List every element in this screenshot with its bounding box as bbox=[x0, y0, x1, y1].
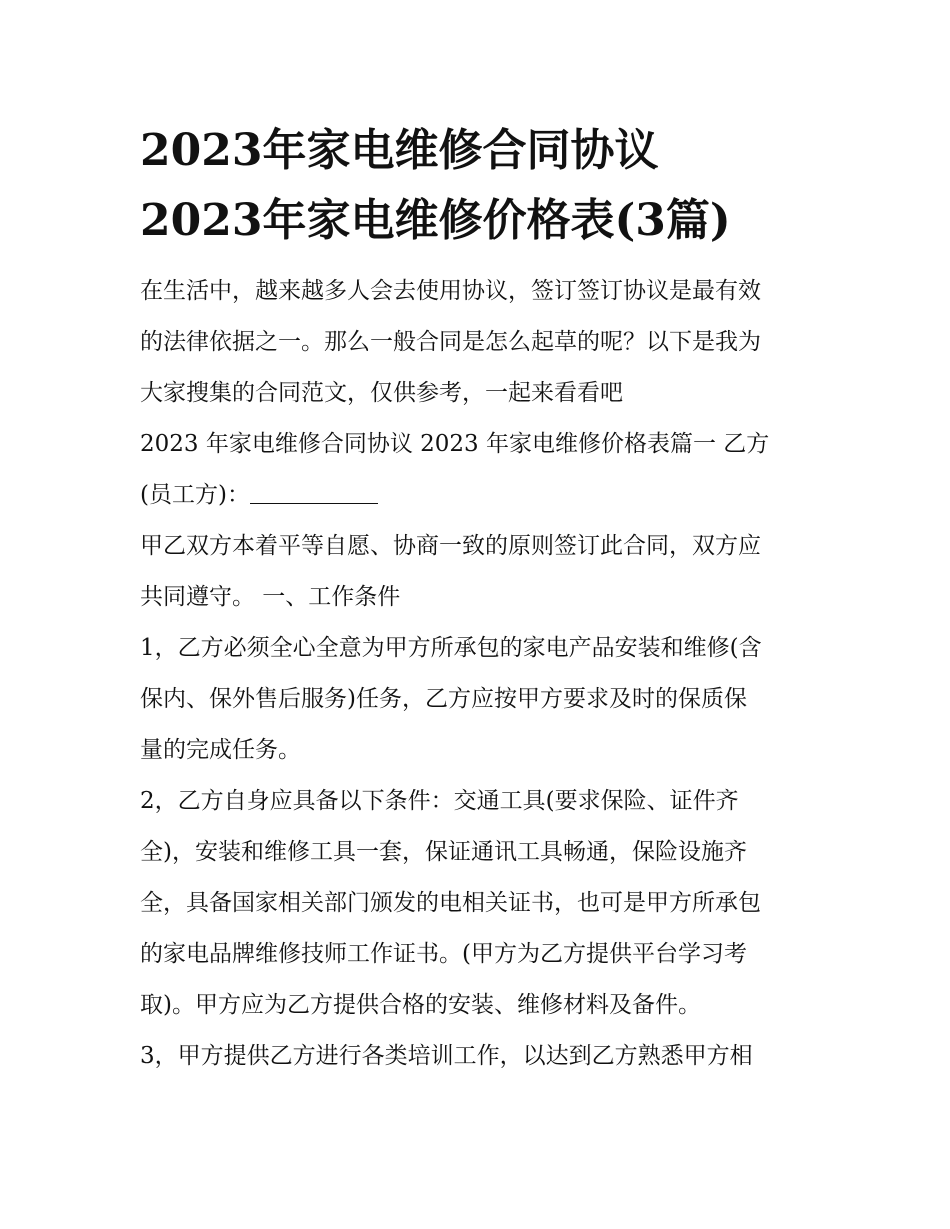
text-line: 3，甲方提供乙方进行各类培训工作，以达到乙方熟悉甲方相 bbox=[140, 1043, 753, 1069]
intro-paragraph bbox=[140, 266, 820, 419]
section-heading-paragraph bbox=[140, 419, 820, 521]
text-line: 全，具备国家相关部门颁发的电相关证书，也可是甲方所承包 bbox=[140, 890, 761, 916]
text-line: 在生活中，越来越多人会去使用协议，签订签订协议是最有效 bbox=[140, 278, 761, 304]
title-line: 2023年家电维修合同协议 bbox=[140, 125, 659, 176]
text-line: 1，乙方必须全心全意为甲方所承包的家电产品安装和维修(含 bbox=[140, 635, 762, 661]
party-label: (员工方)： bbox=[140, 482, 250, 508]
text-line: 全)，安装和维修工具一套，保证通讯工具畅通，保险设施齐 bbox=[140, 839, 747, 865]
text-line: 2，乙方自身应具备以下条件：交通工具(要求保险、证件齐 bbox=[140, 788, 739, 814]
party-line bbox=[140, 470, 820, 521]
clause-2 bbox=[140, 776, 820, 1031]
title-line: 2023年家电维修价格表(3篇) bbox=[140, 195, 731, 246]
document-content bbox=[140, 116, 820, 1082]
document-title bbox=[140, 116, 820, 256]
text-line: 大家搜集的合同范文，仅供参考，一起来看看吧 bbox=[140, 380, 623, 406]
text-line: 甲乙双方本着平等自愿、协商一致的原则签订此合同，双方应 bbox=[140, 533, 761, 559]
text-line: 的家电品牌维修技师工作证书。(甲方为乙方提供平台学习考 bbox=[140, 941, 747, 967]
section-heading-line: 2023 年家电维修合同协议 2023 年家电维修价格表篇一 乙方 bbox=[140, 431, 770, 457]
text-line: 保内、保外售后服务)任务，乙方应按甲方要求及时的保质保 bbox=[140, 686, 747, 712]
clause-3 bbox=[140, 1031, 820, 1082]
fill-in-blank bbox=[250, 473, 378, 504]
principle-paragraph bbox=[140, 521, 820, 623]
text-line: 的法律依据之一。那么一般合同是怎么起草的呢？以下是我为 bbox=[140, 329, 761, 355]
text-line: 量的完成任务。 bbox=[140, 737, 301, 763]
text-line: 共同遵守。 一、工作条件 bbox=[140, 584, 401, 610]
clause-1 bbox=[140, 623, 820, 776]
document-body bbox=[140, 266, 820, 1082]
text-line: 取)。甲方应为乙方提供合格的安装、维修材料及备件。 bbox=[140, 992, 701, 1018]
